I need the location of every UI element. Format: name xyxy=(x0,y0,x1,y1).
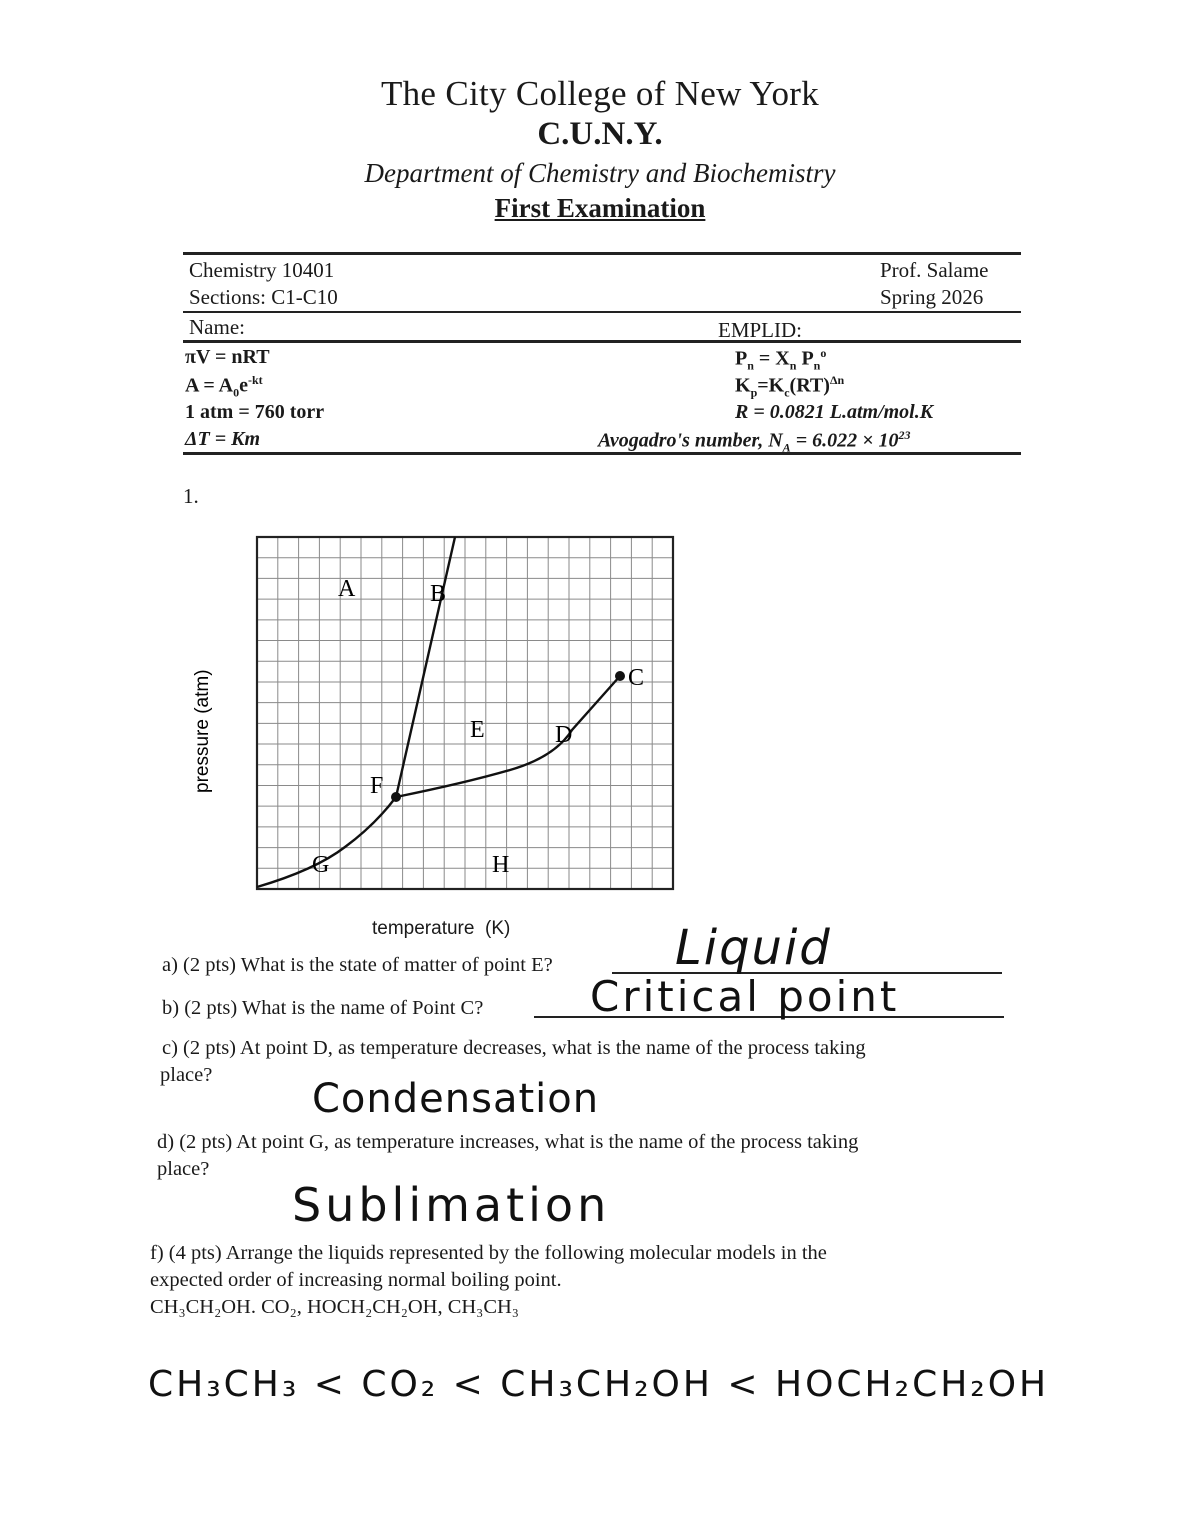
name-label: Name: xyxy=(189,315,245,339)
question-f-line2: expected order of increasing normal boiling point. xyxy=(150,1269,562,1291)
question-d-line1: d) (2 pts) At point G, as temperature increases, what is the name of the process taking xyxy=(157,1131,859,1153)
answer-c: Condensation xyxy=(312,1076,600,1122)
formula-atm: 1 atm = 760 torr xyxy=(185,401,325,423)
point-label-e: E xyxy=(470,717,485,743)
point-label-c: C xyxy=(628,665,645,691)
institution-title: The City College of New York xyxy=(380,74,820,113)
question-a: a) (2 pts) What is the state of matter of point E? xyxy=(162,954,553,976)
question-d-line2: place? xyxy=(157,1158,210,1180)
sections-label: Sections: C1-C10 xyxy=(189,285,338,309)
question-f-line3: CH₃CH₂OH. CO₂, HOCH₂CH₂OH, CH₃CH₃ xyxy=(150,1296,519,1318)
triple-point-dot xyxy=(391,792,401,802)
answer-d: Sublimation xyxy=(292,1178,611,1232)
rule-top xyxy=(183,252,1021,255)
formula-delta-t: ΔT = Km xyxy=(185,428,261,450)
university-title: C.U.N.Y. xyxy=(537,116,663,152)
vaporization-curve xyxy=(396,676,620,797)
rule-middle xyxy=(183,311,1021,313)
x-axis-label: temperature (K) xyxy=(372,918,511,939)
formula-raoult: $P_n = X_n$ $P_n^o$ xyxy=(735,346,827,373)
answer-b: Critical point xyxy=(590,972,900,1021)
point-label-b: B xyxy=(430,581,447,607)
answer-a: Liquid xyxy=(675,920,832,976)
department-title: Department of Chemistry and Biochemistry xyxy=(364,158,836,188)
point-label-g: G xyxy=(312,852,330,878)
diagram-grid xyxy=(257,537,673,889)
formula-kp: $K_p=K_c(RT)^{\Delta n}$ xyxy=(735,373,845,400)
y-axis-label: pressure (atm) xyxy=(192,669,213,793)
question-number: 1. xyxy=(183,484,199,508)
formula-osmotic: πV = nRT xyxy=(185,346,270,368)
formula-avogadro: Avogadro's number, $N_A = 6.022 \times 10^{23}$ xyxy=(598,428,911,455)
question-f-line1: f) (4 pts) Arrange the liquids represented by the following molecular models in the xyxy=(150,1242,827,1264)
course-label: Chemistry 10401 xyxy=(189,258,335,282)
point-label-a: A xyxy=(338,576,356,602)
question-b: b) (2 pts) What is the name of Point C? xyxy=(162,997,484,1019)
answer-f: CH₃CH₃ < CO₂ < CH₃CH₂OH < HOCH₂CH₂OH xyxy=(148,1364,1050,1405)
emplid-label: EMPLID: xyxy=(718,318,802,342)
professor-label: Prof. Salame xyxy=(880,258,989,282)
point-label-h: H xyxy=(492,852,510,878)
fusion-curve xyxy=(396,537,455,797)
question-c-line2: place? xyxy=(160,1064,213,1086)
term-label: Spring 2026 xyxy=(880,285,984,309)
critical-point-dot xyxy=(615,671,625,681)
point-label-d: D xyxy=(555,722,573,748)
formula-arrhenius: $A = A_0e^{-kt}$ xyxy=(185,373,263,400)
rule-formulas-top xyxy=(183,340,1021,343)
phase-diagram xyxy=(180,525,700,945)
question-c-line1: c) (2 pts) At point D, as temperature decreases, what is the name of the process taking xyxy=(162,1037,866,1059)
point-label-f: F xyxy=(370,773,384,799)
formula-gas-constant: R = 0.0821 L.atm/mol.K xyxy=(735,401,934,423)
exam-title: First Examination xyxy=(494,193,706,223)
